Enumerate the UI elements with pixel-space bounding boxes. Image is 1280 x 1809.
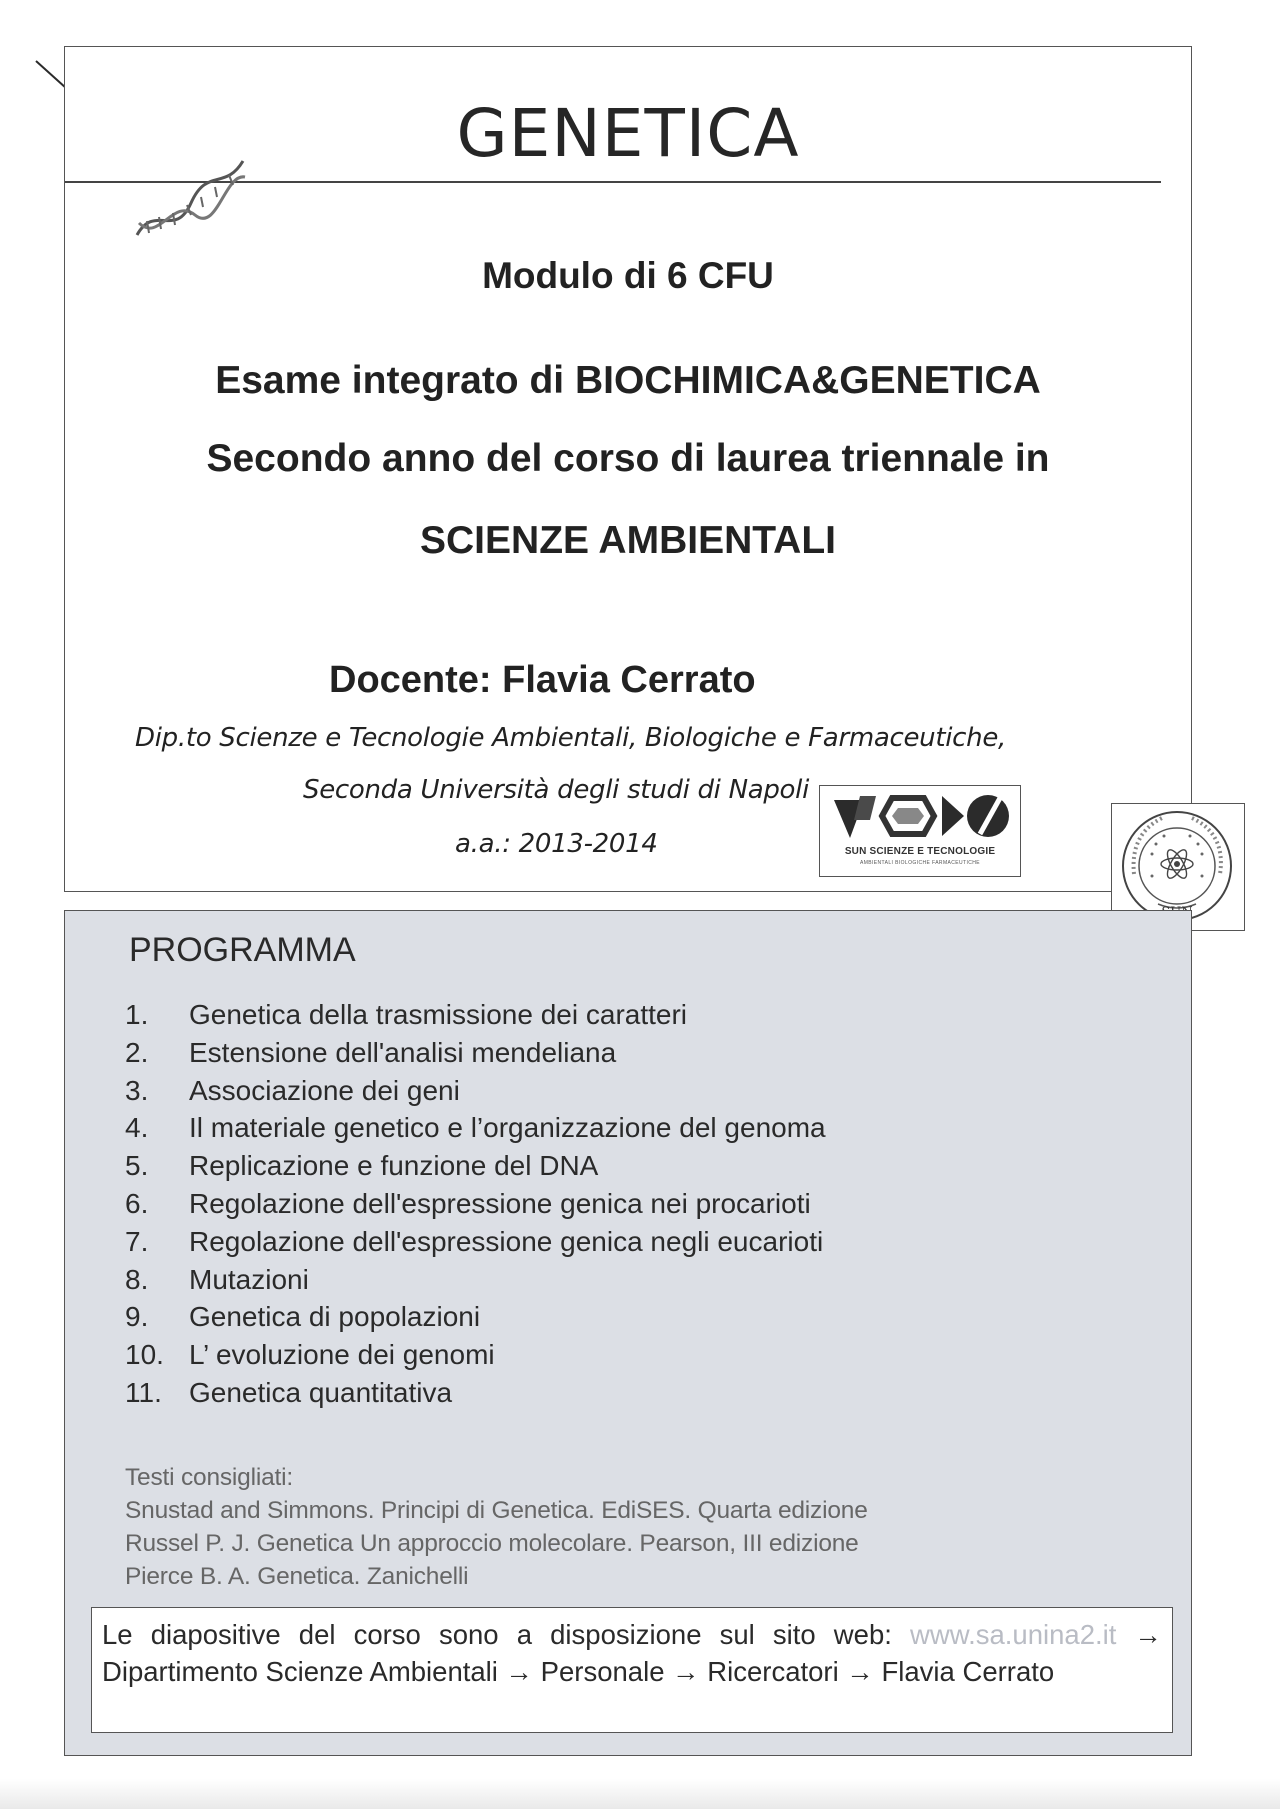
department-logo-icon (830, 790, 1010, 842)
book-entry: Snustad and Simmons. Principi di Genetica. EdiSES. Quarta edizione (125, 1497, 868, 1524)
program-item: 5. Replicazione e funzione del DNA (125, 1150, 599, 1182)
department-logo-subtext: AMBIENTALI BIOLOGICHE FARMACEUTICHE (859, 860, 981, 866)
title-slide (64, 46, 1192, 892)
module-line: Modulo di 6 CFU (482, 255, 774, 296)
program-item: 2. Estensione dell'analisi mendeliana (125, 1036, 617, 1068)
notice-path: → Dipartimento Scienze Ambientali → Personale → Ricercatori → Flavia Cerrato (102, 1619, 1162, 1687)
books-heading: Testi consigliati: (125, 1464, 293, 1491)
program-item: 1. Genetica della trasmissione dei caratteri (125, 999, 688, 1030)
page-edge (0, 1779, 1280, 1809)
book-entry: Russel P. J. Genetica Un approccio molecolare. Pearson, III edizione (125, 1530, 859, 1557)
program-item: 6. Regolazione dell'espressione genica nei procarioti (125, 1187, 811, 1219)
teacher-name: Docente: Flavia Cerrato (329, 659, 756, 701)
department-logo (819, 785, 1021, 877)
recommended-books (125, 1461, 868, 1593)
university-line: Seconda Università degli studi di Napoli (303, 775, 810, 805)
page-title: GENETICA (456, 95, 800, 172)
program-list (125, 999, 826, 1415)
website-link[interactable]: www.sa.unina2.it (910, 1619, 1117, 1650)
program-item: 3. Associazione dei geni (125, 1074, 460, 1106)
program-item: 4. Il materiale genetico e l’organizzazione del genoma (125, 1112, 826, 1144)
book-entry: Pierce B. A. Genetica. Zanichelli (125, 1563, 469, 1590)
program-item: 7. Regolazione dell'espressione genica negli eucarioti (125, 1225, 824, 1257)
program-heading: PROGRAMMA (129, 931, 356, 969)
program-item: 9. Genetica di popolazioni (125, 1301, 481, 1333)
department-line: Dip.to Scienze e Tecnologie Ambientali, Biologiche e Farmaceutiche, (135, 723, 1007, 753)
slides-notice (91, 1607, 1173, 1733)
department-logo-text: SUN SCIENZE E TECNOLOGIE (844, 846, 996, 857)
program-item: 8. Mutazioni (125, 1263, 309, 1295)
course-line: Secondo anno del corso di laurea triennale in (206, 437, 1050, 480)
program-item: 11. Genetica quantitativa (125, 1376, 453, 1408)
degree-line: SCIENZE AMBIENTALI (420, 519, 836, 562)
exam-line: Esame integrato di BIOCHIMICA&GENETICA (215, 359, 1041, 402)
academic-year: a.a.: 2013-2014 (455, 829, 658, 859)
notice-text: Le diapositive del corso sono a disposizione sul sito web: (102, 1619, 892, 1650)
program-slide (64, 910, 1192, 1756)
program-item: 10. L’ evoluzione dei genomi (125, 1339, 495, 1371)
dna-helix-icon (129, 143, 249, 243)
